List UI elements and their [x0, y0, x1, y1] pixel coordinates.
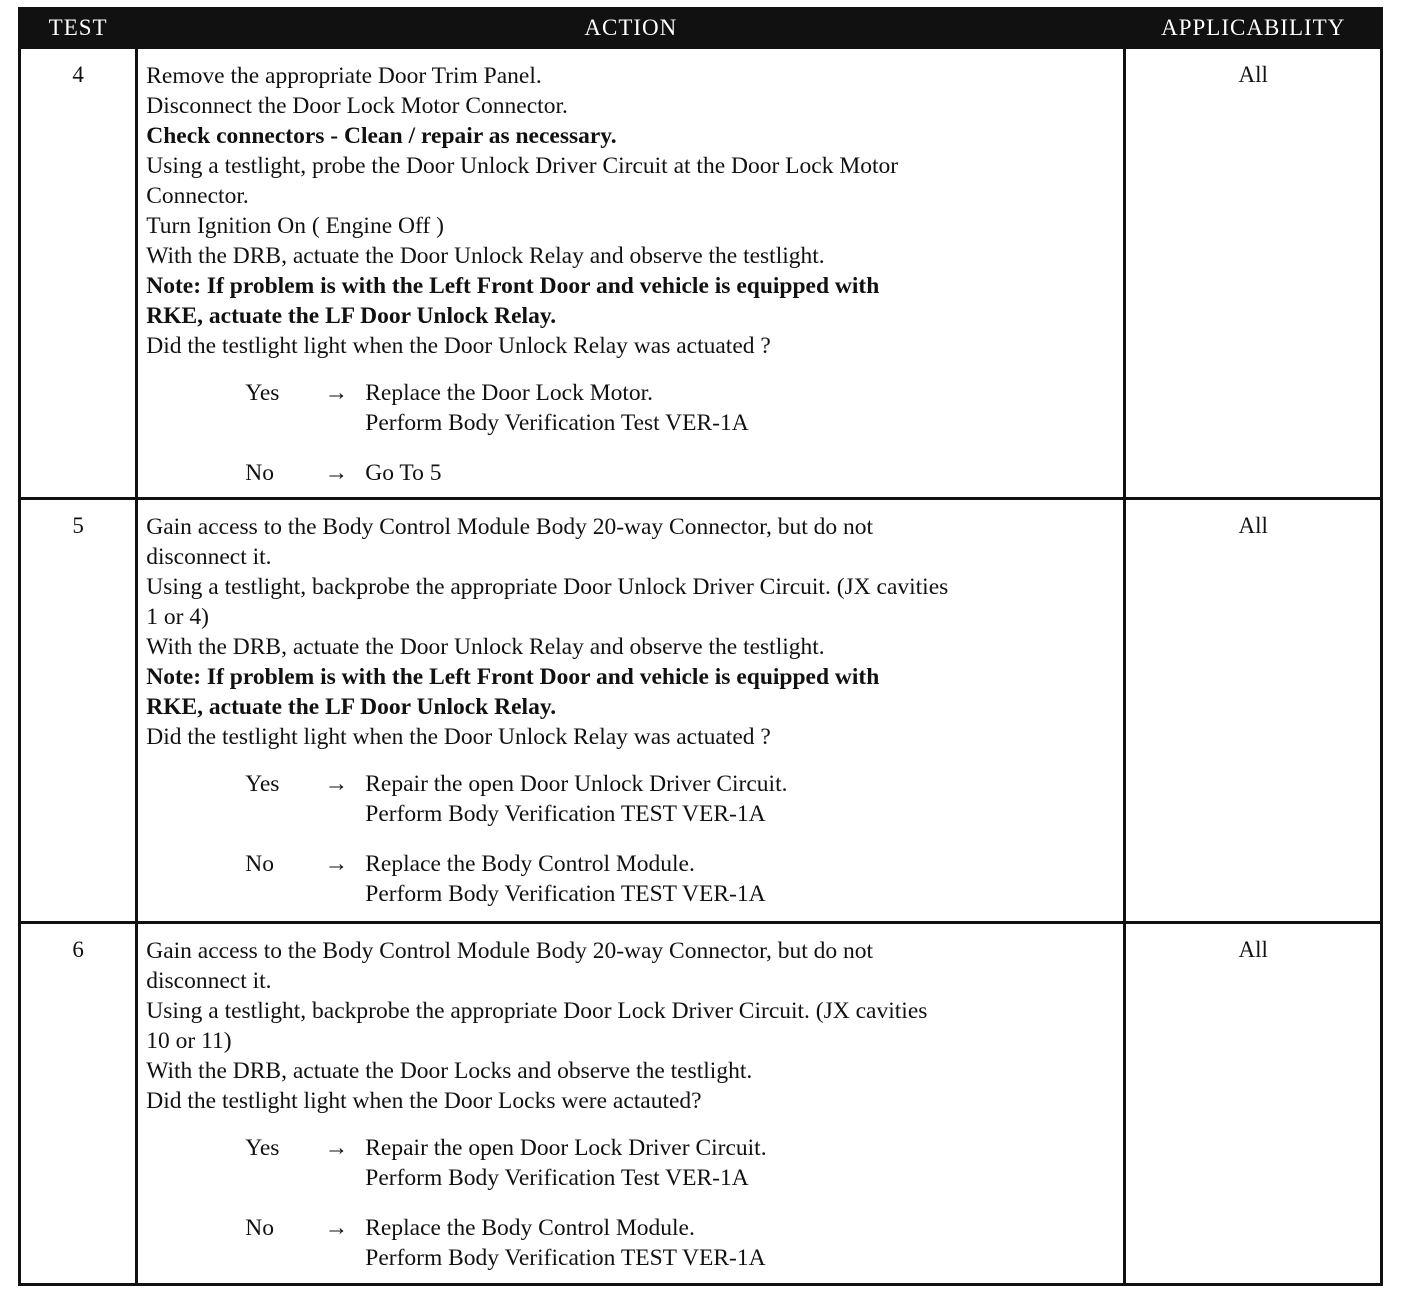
outcome-yes	[146, 378, 1115, 438]
action-step-line: With the DRB, actuate the Door Unlock Relay and observe the testlight.	[146, 634, 825, 661]
action-step-line: disconnect it.	[146, 544, 272, 571]
outcome-line: Replace the Body Control Module.	[365, 851, 695, 878]
table-body	[20, 48, 1382, 1285]
action-step-line: Gain access to the Body Control Module Body 20-way Connector, but do not	[146, 514, 874, 541]
outcome-text	[365, 1133, 1115, 1193]
outcome-text	[365, 769, 1115, 829]
outcome-label: No	[245, 851, 274, 878]
action-step-line: Disconnect the Door Lock Motor Connector.	[146, 93, 568, 119]
action-cell	[137, 922, 1125, 1284]
arrow-right-icon: →	[324, 380, 348, 406]
action-note-line: Note: If problem is with the Left Front Door and vehicle is equipped with	[146, 273, 880, 299]
action-step-line: 10 or 11)	[146, 1027, 232, 1054]
outcome-line: Repair the open Door Unlock Driver Circuit.	[365, 771, 788, 798]
header-applicability: APPLICABILITY	[1125, 9, 1382, 48]
action-step-line: With the DRB, actuate the Door Unlock Relay and observe the testlight.	[146, 243, 825, 269]
action-step-line: Connector.	[146, 183, 249, 209]
outcome-line: Perform Body Verification Test VER-1A	[365, 410, 749, 436]
diagnostic-test-table	[18, 7, 1383, 1286]
arrow-right-icon: →	[324, 771, 348, 798]
action-step-line: Using a testlight, backprobe the appropriate Door Unlock Driver Circuit. (JX cavities	[146, 574, 949, 601]
outcome-text	[365, 1213, 1115, 1273]
outcome-label: Yes	[245, 1134, 280, 1161]
test-number: 4	[20, 48, 137, 499]
outcome-label: No	[245, 1214, 274, 1241]
outcome-yes	[146, 1133, 1115, 1193]
outcome-text	[365, 458, 1115, 488]
test-number: 6	[20, 922, 137, 1284]
action-step-line: Did the testlight light when the Door Unlock Relay was actuated ?	[146, 724, 771, 751]
outcome-no	[146, 849, 1115, 909]
table-row	[20, 922, 1382, 1284]
applicability-cell: All	[1125, 48, 1382, 499]
applicability-cell: All	[1125, 922, 1382, 1284]
action-step-line: Turn Ignition On ( Engine Off )	[146, 213, 444, 239]
arrow-right-icon: →	[324, 460, 348, 486]
action-step-line: With the DRB, actuate the Door Locks and observe the testlight.	[146, 1057, 753, 1084]
outcome-no	[146, 1213, 1115, 1273]
outcome-text	[365, 378, 1115, 438]
action-step-line: Using a testlight, backprobe the appropriate Door Lock Driver Circuit. (JX cavities	[146, 997, 928, 1024]
table-row	[20, 48, 1382, 499]
action-step-line: disconnect it.	[146, 967, 272, 994]
outcome-list	[146, 378, 1115, 488]
action-step-line: Gain access to the Body Control Module Body 20-way Connector, but do not	[146, 937, 874, 964]
outcome-line: Replace the Door Lock Motor.	[365, 380, 654, 406]
arrow-right-icon: →	[324, 1134, 348, 1161]
outcome-text	[365, 849, 1115, 909]
outcome-line: Repair the open Door Lock Driver Circuit.	[365, 1134, 767, 1161]
action-note-line: Note: If problem is with the Left Front Door and vehicle is equipped with	[146, 664, 880, 691]
table-header-row	[20, 9, 1382, 48]
outcome-line: Perform Body Verification Test VER-1A	[365, 1164, 749, 1191]
applicability-cell: All	[1125, 499, 1382, 922]
outcome-line: Perform Body Verification TEST VER-1A	[365, 1244, 766, 1271]
outcome-line: Perform Body Verification TEST VER-1A	[365, 801, 766, 828]
outcome-yes	[146, 769, 1115, 829]
outcome-line: Replace the Body Control Module.	[365, 1214, 695, 1241]
action-cell	[137, 499, 1125, 922]
action-cell	[137, 48, 1125, 499]
arrow-right-icon: →	[324, 851, 348, 878]
action-step-line: Remove the appropriate Door Trim Panel.	[146, 63, 542, 89]
table-row	[20, 499, 1382, 922]
arrow-right-icon: →	[324, 1214, 348, 1241]
outcome-no	[146, 458, 1115, 488]
outcome-line: Go To 5	[365, 460, 442, 486]
action-note-line: RKE, actuate the LF Door Unlock Relay.	[146, 303, 557, 329]
outcome-label: Yes	[245, 380, 280, 406]
action-step-line: Did the testlight light when the Door Unlock Relay was actuated ?	[146, 333, 771, 359]
header-test: TEST	[20, 9, 137, 48]
outcome-list	[146, 1133, 1115, 1273]
action-step-line: Did the testlight light when the Door Locks were actauted?	[146, 1087, 702, 1114]
header-action: ACTION	[137, 9, 1125, 48]
action-step-line: 1 or 4)	[146, 604, 209, 631]
outcome-label: No	[245, 460, 274, 486]
action-step-line: Using a testlight, probe the Door Unlock Driver Circuit at the Door Lock Motor	[146, 153, 899, 179]
action-note-line: RKE, actuate the LF Door Unlock Relay.	[146, 694, 557, 721]
outcome-list	[146, 769, 1115, 909]
outcome-line: Perform Body Verification TEST VER-1A	[365, 881, 766, 908]
action-note-line: Check connectors - Clean / repair as necessary.	[146, 123, 617, 149]
outcome-label: Yes	[245, 771, 280, 798]
test-number: 5	[20, 499, 137, 922]
